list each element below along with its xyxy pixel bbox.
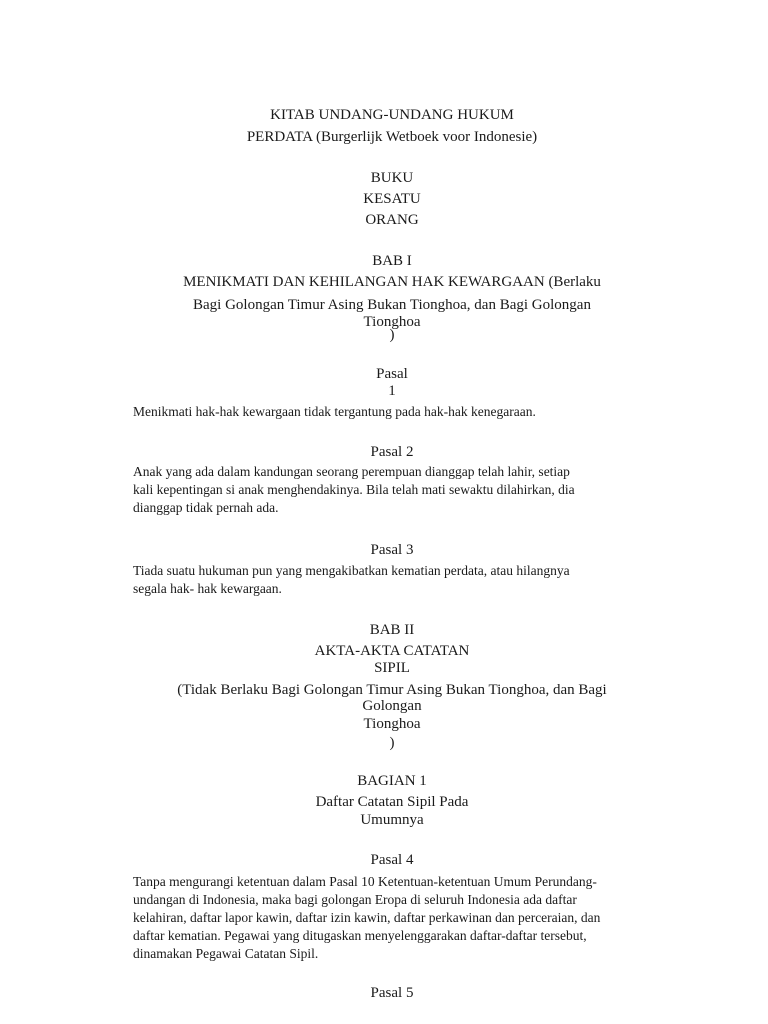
- chapter-1-title-line-4: ): [389, 327, 395, 343]
- pasal-1-label-line-2: 1: [388, 383, 396, 399]
- title-line-1: KITAB UNDANG-UNDANG HUKUM: [270, 107, 514, 123]
- pasal-3-text: Tiada suatu hukuman pun yang mengakibatkan kematian perdata, atau hilangnya segala hak- hak kewargaan.: [133, 563, 570, 596]
- chapter-1-label: BAB I: [372, 253, 412, 269]
- pasal-1-text: Menikmati hak-hak kewargaan tidak tergantung pada hak-hak kenegaraan.: [133, 404, 536, 419]
- chapter-2-title-line-1: AKTA-AKTA CATATAN: [314, 643, 470, 659]
- pasal-2-text: Anak yang ada dalam kandungan seorang perempuan dianggap telah lahir, setiap kali kepentingan si anak menghendakinya. Bila telah mati sewaktu dilahirkan, dia dianggap tidak pernah ada.: [133, 464, 575, 515]
- chapter-2-title-line-2: SIPIL: [374, 660, 410, 676]
- book-title: ORANG: [365, 212, 419, 228]
- chapter-2-sub-line-4: ): [389, 735, 395, 751]
- pasal-3-label: Pasal 3: [370, 542, 414, 558]
- chapter-2-sub-line-1: (Tidak Berlaku Bagi Golongan Timur Asing Bukan Tionghoa, dan Bagi: [177, 682, 607, 698]
- pasal-5-label: Pasal 5: [370, 985, 414, 1001]
- chapter-1-title-line-2: Bagi Golongan Timur Asing Bukan Tionghoa, dan Bagi Golongan: [193, 297, 591, 313]
- pasal-4-label: Pasal 4: [370, 852, 414, 868]
- book-number: KESATU: [363, 191, 421, 207]
- book-label: BUKU: [370, 170, 414, 186]
- chapter-1-title-line-3: Tionghoa: [363, 314, 421, 330]
- chapter-2-sub-line-3: Tionghoa: [363, 716, 421, 732]
- chapter-1-title-line-1: MENIKMATI DAN KEHILANGAN HAK KEWARGAAN (Berlaku: [183, 274, 601, 290]
- title-line-2: PERDATA (Burgerlijk Wetboek voor Indonesie): [246, 129, 538, 145]
- section-1-label: BAGIAN 1: [357, 773, 427, 789]
- pasal-1-label-line-1: Pasal: [376, 366, 408, 382]
- chapter-2-sub-line-2: Golongan: [362, 698, 422, 714]
- chapter-2-label: BAB II: [369, 622, 415, 638]
- pasal-4-text: Tanpa mengurangi ketentuan dalam Pasal 10 Ketentuan-ketentuan Umum Perundang- undangan di Indonesia, maka bagi golongan Eropa di seluruh Indonesia ada daftar kelahiran, daftar lapor kawin, daftar izin kawin, daftar perkawinan dan perceraian, dan daftar kematian. Pegawai yang ditugaskan menyelenggarakan daftar-daftar tersebut, dinamakan Pegawai Catatan Sipil.: [133, 874, 601, 961]
- section-1-title-line-1: Daftar Catatan Sipil Pada: [315, 794, 469, 810]
- pasal-2-label: Pasal 2: [370, 444, 414, 460]
- section-1-title-line-2: Umumnya: [360, 812, 424, 828]
